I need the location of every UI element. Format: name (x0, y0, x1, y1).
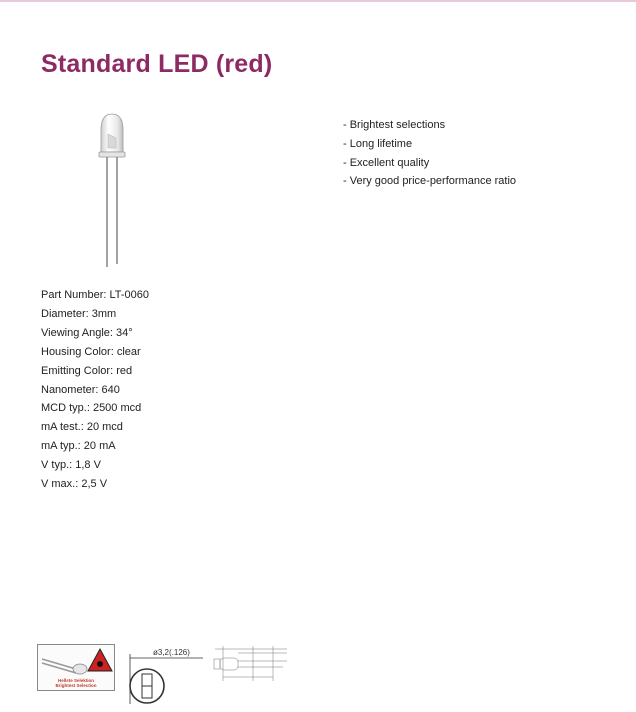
brightest-selection-thumbnail[interactable] (37, 644, 115, 691)
led-warning-icon (38, 645, 114, 679)
spec-emitting-color: Emitting Color: red (41, 364, 133, 377)
spec-mcd-typ: MCD typ.: 2500 mcd (41, 402, 142, 415)
spec-ma-typ: mA typ.: 20 mA (41, 440, 116, 453)
top-rule (0, 0, 636, 2)
logo-caption: Brightest Selection (55, 683, 97, 688)
spec-nanometer: Nanometer: 640 (41, 383, 120, 396)
spec-v-typ: V typ.: 1,8 V (41, 459, 101, 472)
feature-item: - Excellent quality (343, 156, 430, 169)
led-product-image (92, 112, 132, 270)
spec-viewing-angle: Viewing Angle: 34° (41, 326, 133, 339)
spec-v-max: V max.: 2,5 V (41, 478, 108, 491)
spec-housing-color: Housing Color: clear (41, 345, 141, 358)
spec-diameter: Diameter: 3mm (41, 307, 117, 320)
feature-item: - Long lifetime (343, 137, 413, 150)
page-title: Standard LED (red) (41, 50, 273, 78)
spec-list (41, 286, 149, 494)
technical-drawing-icon[interactable] (213, 643, 289, 685)
feature-item: - Very good price-performance ratio (343, 175, 517, 188)
diameter-label: ø3,2(.126) (153, 648, 190, 657)
logo-caption: Hellste Selektion (57, 678, 94, 683)
spec-ma-test: mA test.: 20 mcd (41, 421, 123, 434)
spec-part-number: Part Number: LT-0060 (41, 289, 150, 301)
feature-list (343, 116, 516, 191)
feature-item: - Brightest selections (343, 119, 446, 131)
